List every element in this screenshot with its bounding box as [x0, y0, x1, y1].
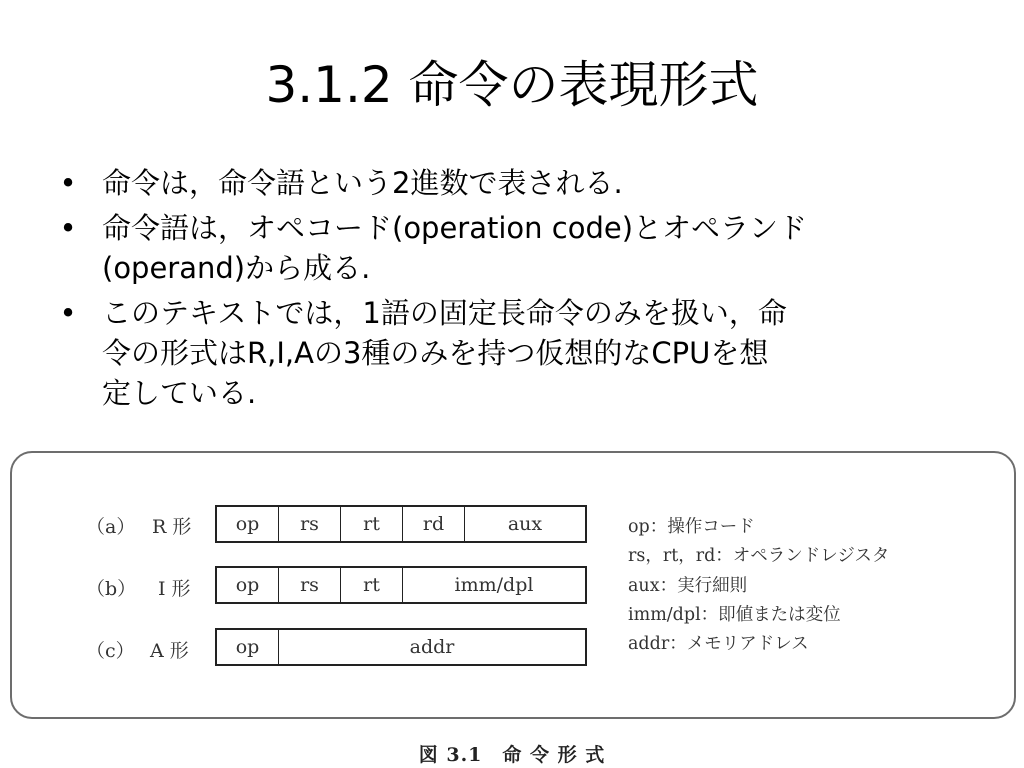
legend-item: addr：メモリアドレス [628, 634, 809, 655]
bullet-item-2 [58, 208, 958, 288]
field-rs: rs [279, 568, 341, 602]
legend-item: imm/dpl：即値または変位 [628, 604, 841, 625]
bullet-line: (operand)から成る. [102, 251, 371, 285]
bullet-list [58, 163, 958, 418]
bullet-icon: • [59, 166, 77, 200]
format-label-i: （b） [86, 578, 137, 600]
format-name-a: A 形 [150, 640, 189, 662]
legend-item: op：操作コード [628, 517, 755, 537]
field-aux: aux [507, 513, 543, 535]
instruction-format-i [215, 566, 587, 604]
format-label-r: （a） [86, 516, 136, 538]
field-rs: rs [279, 507, 341, 541]
field-rd: rd [403, 507, 465, 541]
field-rt: rt [341, 507, 403, 541]
format-name-r: R 形 [152, 516, 192, 538]
bullet-item-3 [58, 293, 958, 413]
bullet-line: 定している. [102, 376, 257, 410]
field-op: op [217, 507, 279, 541]
bullet-icon: • [59, 296, 77, 330]
figure-caption: 図 3.1 命 令 形 式 [418, 744, 606, 766]
field-op: op [217, 630, 279, 664]
field-legend [628, 513, 889, 659]
bullet-line: 命令語は，オペコード(operation code)とオペランド [102, 211, 808, 245]
bullet-item-1 [58, 163, 958, 203]
format-name-i: I 形 [158, 578, 191, 600]
instruction-format-r [215, 505, 587, 543]
instruction-format-a [215, 628, 587, 666]
field-op: op [217, 568, 279, 602]
bullet-icon: • [59, 211, 77, 245]
bullet-line: 令の形式はR,I,Aの3種のみを持つ仮想的なCPUを想 [102, 336, 769, 370]
bullet-line: 命令は，命令語という2進数で表される. [102, 166, 623, 200]
field-imm-dpl: imm/dpl [454, 574, 534, 596]
bullet-line: このテキストでは，1語の固定長命令のみを扱い，命 [102, 296, 787, 330]
legend-item: rs，rt，rd：オペランドレジスタ [628, 546, 890, 567]
slide-title: 3.1.2 命令の表現形式 [265, 56, 759, 114]
field-rt: rt [341, 568, 403, 602]
legend-item: aux：実行細則 [628, 575, 748, 596]
format-label-a: （c） [86, 640, 135, 662]
field-addr: addr [409, 636, 455, 658]
